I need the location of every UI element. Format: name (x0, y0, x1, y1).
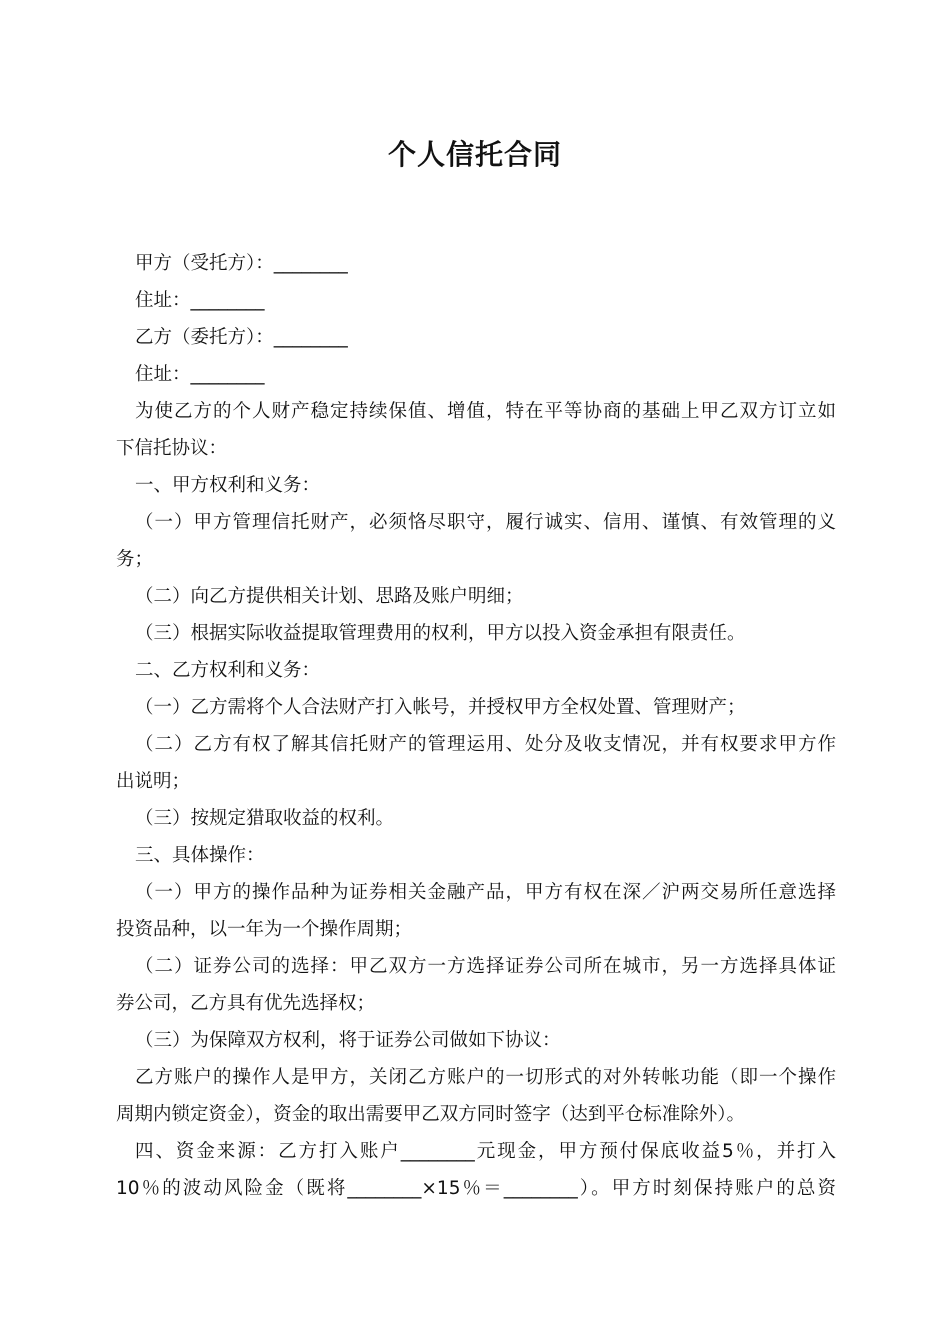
section-3-item-1-line-1: （一）甲方的操作品种为证券相关金融产品，甲方有权在深／沪两交易所任意选择 (135, 882, 836, 903)
party-a-address-line: 住址：________ (135, 290, 265, 311)
section-1-item-1-line-2: 务； (116, 549, 154, 570)
section-4-line-1: 四、资金来源：乙方打入账户________元现金，甲方预付保底收益5％，并打入 (135, 1141, 836, 1162)
preamble-line-2: 下信托协议： (116, 438, 228, 459)
section-3-item-2-line-1: （二）证券公司的选择：甲乙双方一方选择证券公司所在城市，另一方选择具体证 (135, 956, 836, 977)
party-b-line: 乙方（委托方）：________ (135, 327, 348, 348)
section-1-heading: 一、甲方权利和义务： (135, 475, 321, 496)
section-3-item-1-line-2: 投资品种，以一年为一个操作周期； (116, 919, 413, 940)
section-3-item-3: （三）为保障双方权利，将于证券公司做如下协议： (135, 1030, 561, 1051)
section-2-item-1: （一）乙方需将个人合法财产打入帐号，并授权甲方全权处置、管理财产； (135, 697, 746, 718)
preamble-line-1: 为使乙方的个人财产稳定持续保值、增值，特在平等协商的基础上甲乙双方订立如 (135, 401, 836, 422)
party-a-line: 甲方（受托方）：________ (135, 253, 348, 274)
section-1-item-3: （三）根据实际收益提取管理费用的权利，甲方以投入资金承担有限责任。 (135, 623, 746, 644)
section-1-item-1-line-1: （一）甲方管理信托财产，必须恪尽职守，履行诚实、信用、谨慎、有效管理的义 (135, 512, 836, 533)
document-body (116, 245, 836, 1207)
section-4-line-2: 10％的波动风险金（既将________×15％＝________）。甲方时刻保持账户的总资 (116, 1178, 836, 1199)
party-b-address-line: 住址：________ (135, 364, 265, 385)
section-3-item-2-line-2: 券公司，乙方具有优先选择权； (116, 993, 376, 1014)
section-3-heading: 三、具体操作： (135, 845, 265, 866)
document-title: 个人信托合同 (387, 138, 562, 171)
account-operation-line-1: 乙方账户的操作人是甲方，关闭乙方账户的一切形式的对外转帐功能（即一个操作 (135, 1067, 836, 1088)
section-2-heading: 二、乙方权利和义务： (135, 660, 321, 681)
section-2-item-2-line-2: 出说明； (116, 771, 191, 792)
section-2-item-2-line-1: （二）乙方有权了解其信托财产的管理运用、处分及收支情况，并有权要求甲方作 (135, 734, 836, 755)
account-operation-line-2: 周期内锁定资金），资金的取出需要甲乙双方同时签字（达到平仓标准除外）。 (116, 1104, 746, 1125)
section-1-item-2: （二）向乙方提供相关计划、思路及账户明细； (135, 586, 524, 607)
section-2-item-3: （三）按规定猎取收益的权利。 (135, 808, 395, 829)
